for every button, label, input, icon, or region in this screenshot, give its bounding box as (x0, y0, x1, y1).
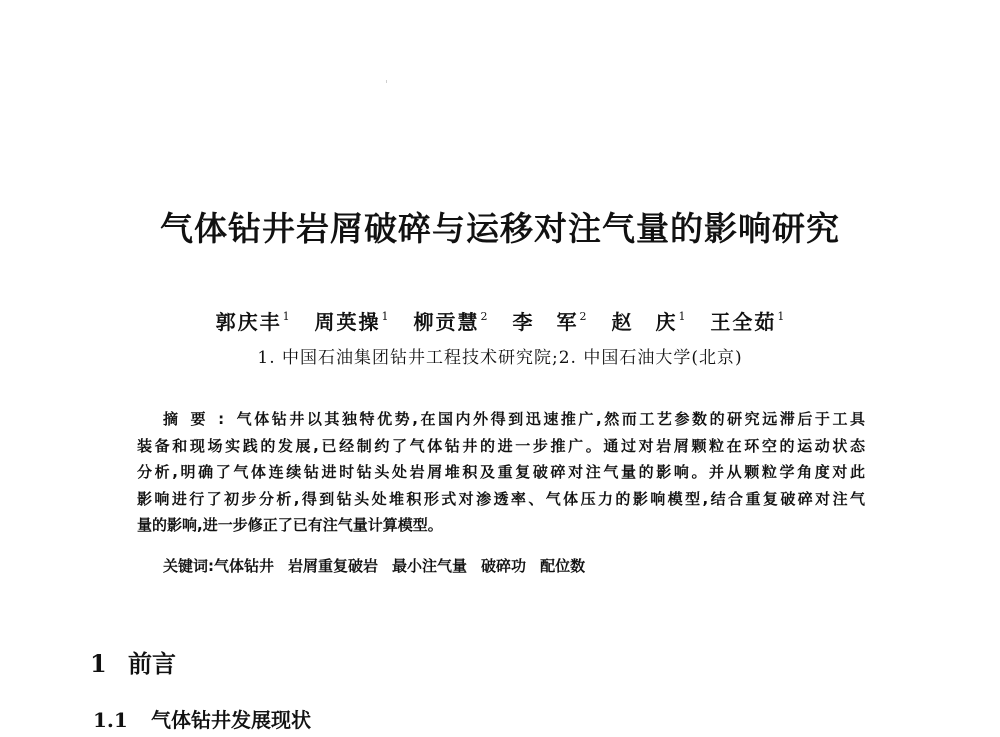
section-heading (90, 644, 176, 679)
abstract-line: 摘要:气体钻井以其独特优势,在国内外得到迅速推广,然而工艺参数的研究远滞后于工具 (163, 410, 865, 428)
subsection-title: 气体钻井发展现状 (151, 708, 311, 732)
abstract-line: 装备和现场实践的发展,已经制约了气体钻井的进一步推广。通过对岩屑颗粒在环空的运动状态 (137, 436, 865, 455)
abstract-line: 影响进行了初步分析,得到钻头处堆积形式对渗透率、气体压力的影响模型,结合重复破碎对注气 (137, 489, 865, 508)
abstract-line: 分析,明确了气体连续钻进时钻头处岩屑堆积及重复破碎对注气量的影响。并从颗粒学角度对此 (137, 463, 865, 481)
author: 柳贡慧$^2$ (413, 310, 488, 334)
keyword: 岩屑重复破岩 (288, 557, 379, 575)
abstract (137, 406, 865, 539)
keyword: 气体钻井 (214, 557, 275, 575)
scan-speck (386, 80, 387, 83)
paper-title: 气体钻井岩屑破碎与运移对注气量的影响研究 (160, 209, 840, 248)
author: 周英操$^1$ (314, 310, 389, 334)
abstract-label: 摘要: (163, 410, 235, 428)
keywords (163, 555, 599, 576)
author-list (0, 306, 1000, 335)
author: 郭庆丰$^1$ (215, 310, 290, 334)
keywords-label: 关键词: (163, 557, 214, 575)
author: 李 军$^2$ (512, 310, 587, 334)
author: 赵 庆$^1$ (611, 310, 686, 334)
affiliations: 1. 中国石油集团钻井工程技术研究院;2. 中国石油大学(北京) (257, 348, 743, 368)
keyword: 配位数 (540, 557, 586, 575)
author: 王全茹$^1$ (710, 310, 785, 334)
abstract-line: 量的影响,进一步修正了已有注气量计算模型。 (137, 516, 443, 534)
section-number: 1 (90, 649, 107, 678)
keyword: 最小注气量 (392, 557, 468, 575)
subsection-heading (93, 704, 311, 733)
subsection-number: 1.1 (93, 708, 128, 732)
keyword: 破碎功 (481, 557, 527, 575)
section-title: 前言 (128, 649, 176, 678)
